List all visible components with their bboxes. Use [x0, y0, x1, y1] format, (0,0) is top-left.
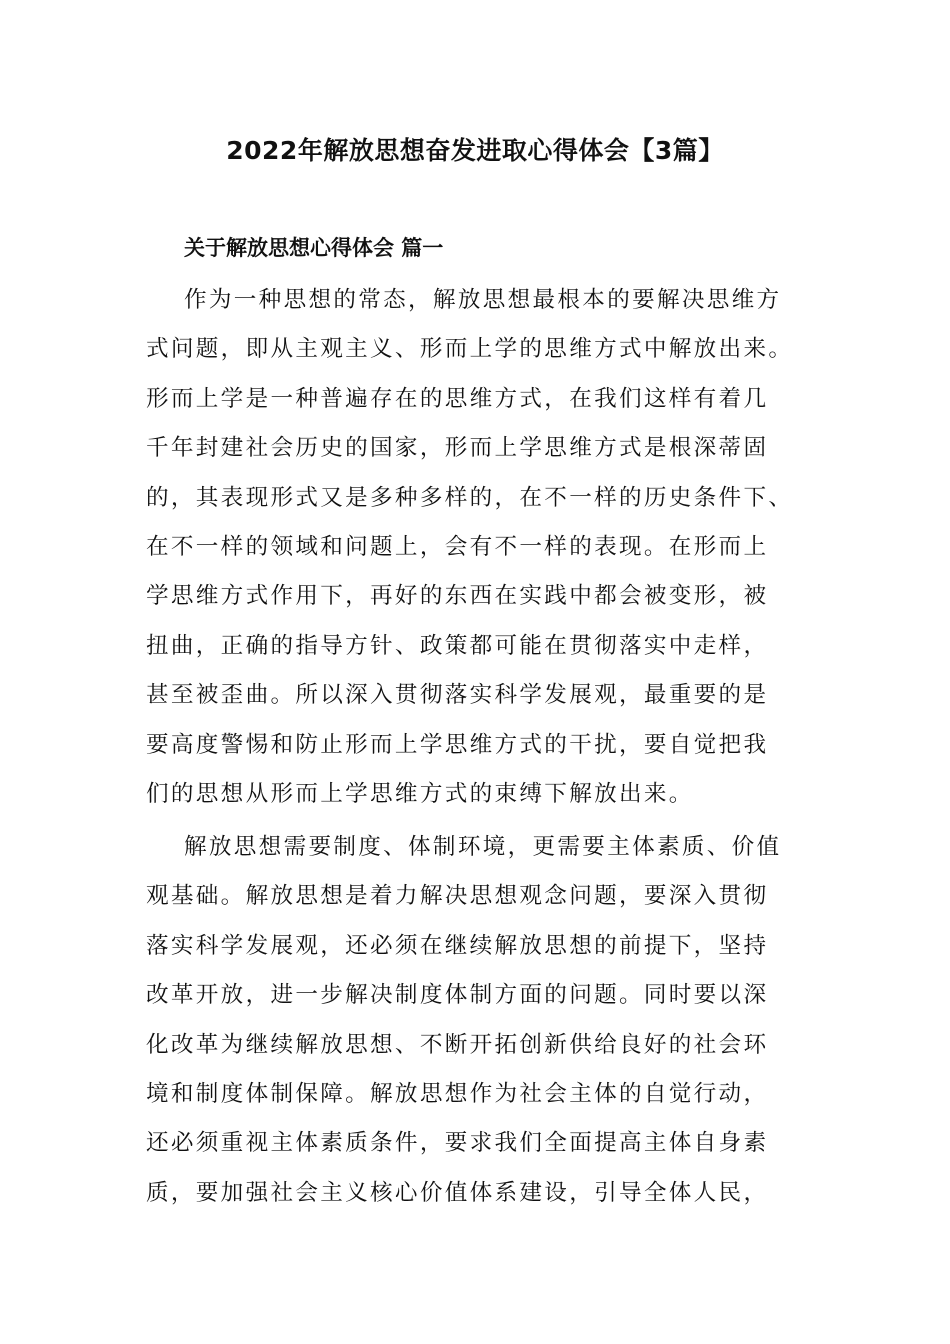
paragraph-line: 千年封建社会历史的国家，形而上学思维方式是根深蒂固 — [146, 435, 769, 462]
paragraph-line: 还必须重视主体素质条件，要求我们全面提高主体自身素 — [146, 1130, 769, 1157]
document-title: 2022年解放思想奋发进取心得体会【3篇】 — [226, 136, 724, 165]
paragraph-1 — [146, 276, 806, 819]
paragraph-line: 式问题，即从主观主义、形而上学的思维方式中解放出来。 — [146, 336, 794, 363]
paragraph-line: 观基础。解放思想是着力解决思想观念问题，要深入贯彻 — [146, 883, 769, 910]
paragraph-2 — [146, 823, 806, 1218]
paragraph-line: 改革开放，进一步解决制度体制方面的问题。同时要以深 — [146, 982, 769, 1009]
paragraph-line: 落实科学发展观，还必须在继续解放思想的前提下，坚持 — [146, 932, 769, 959]
section-heading: 关于解放思想心得体会 篇一 — [184, 236, 444, 260]
paragraph-line: 境和制度体制保障。解放思想作为社会主体的自觉行动， — [146, 1080, 769, 1107]
paragraph-line: 化改革为继续解放思想、不断开拓创新供给良好的社会环 — [146, 1031, 769, 1058]
paragraph-line: 解放思想需要制度、体制环境，更需要主体素质、价值 — [184, 834, 782, 860]
paragraph-line: 要高度警惕和防止形而上学思维方式的干扰，要自觉把我 — [146, 731, 769, 758]
paragraph-line: 作为一种思想的常态，解放思想最根本的要解决思维方 — [184, 287, 782, 313]
paragraph-line: 学思维方式作用下，再好的东西在实践中都会被变形，被 — [146, 583, 769, 610]
paragraph-line: 形而上学是一种普遍存在的思维方式，在我们这样有着几 — [146, 385, 769, 412]
paragraph-line: 甚至被歪曲。所以深入贯彻落实科学发展观，最重要的是 — [146, 682, 769, 709]
paragraph-line: 质，要加强社会主义核心价值体系建设，引导全体人民， — [146, 1179, 769, 1206]
paragraph-line: 的，其表现形式又是多种多样的，在不一样的历史条件下、 — [146, 484, 794, 511]
paragraph-line: 们的思想从形而上学思维方式的束缚下解放出来。 — [146, 780, 694, 807]
paragraph-line: 扭曲，正确的指导方针、政策都可能在贯彻落实中走样， — [146, 632, 769, 659]
paragraph-line: 在不一样的领域和问题上，会有不一样的表现。在形而上 — [146, 533, 769, 560]
